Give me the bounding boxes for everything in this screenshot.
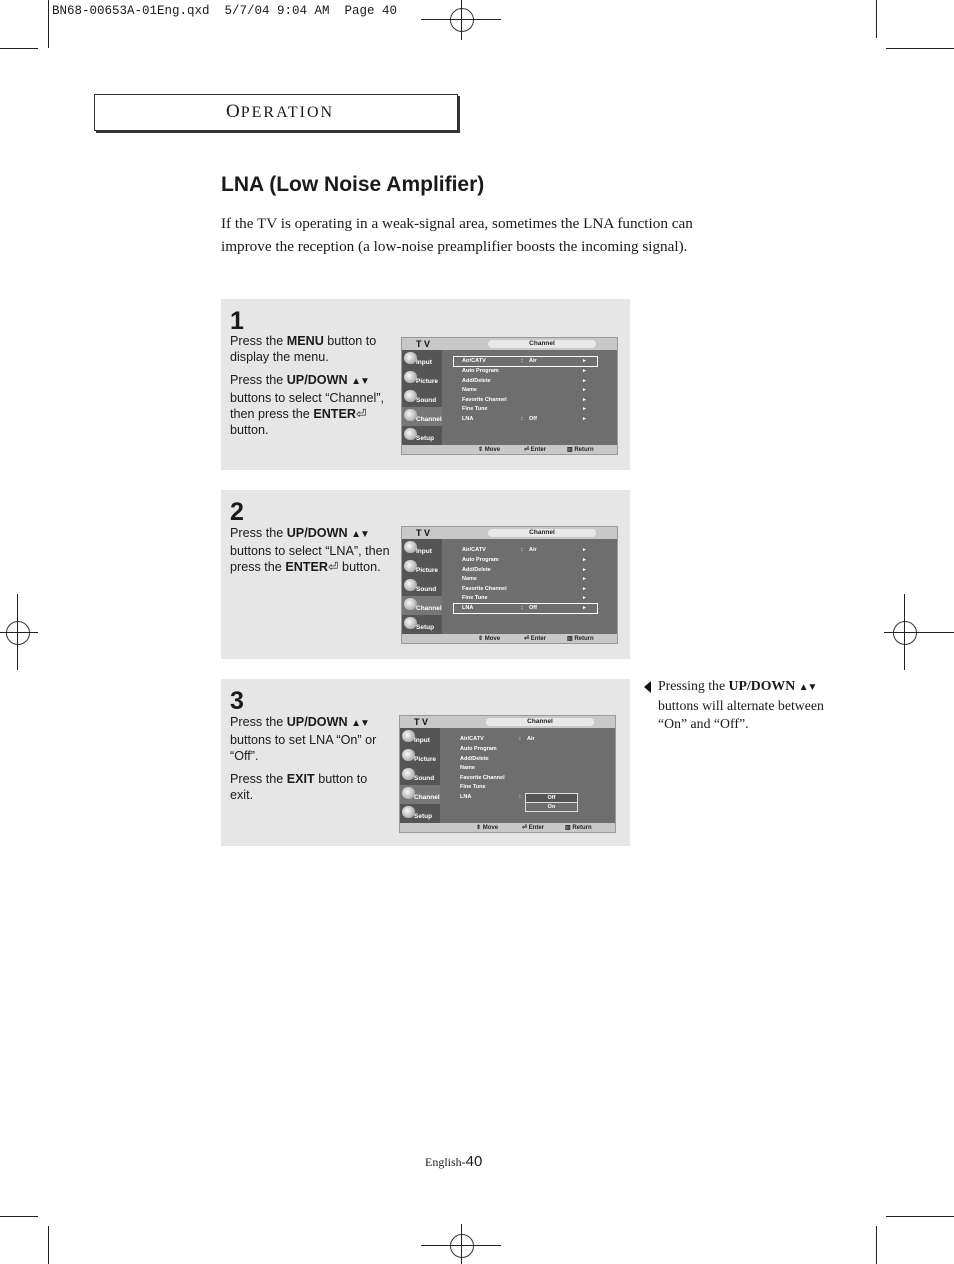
enter-icon: ⏎ [328,560,339,574]
step-number: 2 [230,498,244,526]
crop-mark [0,48,38,49]
menu-row-name: Name ► [462,576,587,582]
registration-mark [421,1245,501,1246]
registration-mark [461,0,462,40]
instruction: Press the MENU button to display the menu. [230,334,377,364]
channel-tab: Channel [488,340,596,348]
menu-hint-bar: ⇕ Move ⏎ Enter ▥ Return [402,634,617,643]
menu-hint-bar: ⇕ Move ⏎ Enter ▥ Return [402,445,617,454]
enter-icon: ⏎ [524,636,530,642]
menu-row-air-catv: Air/CATV : Air [460,736,535,742]
up-down-arrows-icon: ▲▼ [351,376,369,387]
lna-option-off: Off [525,793,578,803]
move-icon: ⇕ [478,447,484,453]
crop-mark [876,1226,877,1264]
instruction: Press the UP/DOWN ▲▼ buttons to select “LNA”, then press the ENTER⏎ button. [230,526,390,574]
up-down-arrows-icon: ▲▼ [351,718,369,729]
step-1-panel [221,299,630,470]
enter-icon: ⏎ [524,447,530,453]
step-number: 1 [230,307,244,335]
enter-icon: ⏎ [522,825,528,831]
menu-row-lna: LNA : Off ► [454,604,597,613]
menu-row-fine-tune: Fine Tune ► [462,595,587,601]
section-label [226,101,334,123]
step-3-panel [221,679,630,846]
crop-mark [48,0,49,48]
page-number: 40 [465,1153,483,1170]
menu-sidebar: Input Picture Sound Channel Setup [402,350,442,445]
crop-mark [886,48,954,49]
menu-row-air-catv: Air/CATV : Air ► [462,547,587,553]
menu-row-name: Name ► [462,387,587,393]
step-instructions [230,525,392,582]
menu-row-auto-program: Auto Program [460,746,497,752]
menu-row-name: Name [460,765,475,771]
move-icon: ⇕ [476,825,482,831]
menu-hint-bar: ⇕ Move ⏎ Enter ▥ Return [400,823,615,832]
tv-menu-screen [401,337,618,455]
note-pointer-icon [644,681,651,693]
registration-mark [0,632,38,633]
menu-row-add-delete: Add/Delete ► [462,378,587,384]
intro-paragraph: If the TV is operating in a weak-signal area, sometimes the LNA function can improve the reception (a low-noise preamplifier boosts the incoming signal). [221,215,693,255]
registration-mark [421,19,501,20]
menu-row-favorite-channel: Favorite Channel ► [462,586,587,592]
menu-sidebar: Input Picture Sound Channel Setup [400,728,440,823]
registration-mark [450,8,474,32]
move-icon: ⇕ [478,636,484,642]
lna-option-on: On [525,802,578,812]
menu-row-favorite-channel: Favorite Channel ► [462,397,587,403]
return-icon: ▥ [565,825,571,831]
registration-mark [6,621,30,645]
crop-mark [886,1216,954,1217]
instruction: Press the UP/DOWN ▲▼ buttons to select “Channel”, then press the ENTER⏎ button. [230,373,385,437]
footer-language: English- [425,1155,466,1169]
menu-row-add-delete: Add/Delete ► [462,567,587,573]
menu-row-auto-program: Auto Program ► [462,557,587,563]
menu-row-lna: LNA : [460,794,521,800]
instruction: Press the EXIT button to exit. [230,772,368,802]
tv-menu-screen: T V Channel Input Picture Sound Channel Setup Air/CATV : Air Auto Program Add/Delete Name Favorite Channel Fine Tune LNA : Off On ⇕ Move ⏎ Enter ▥ Return [399,715,616,833]
tv-label: T V [416,339,431,349]
registration-mark [450,1234,474,1258]
registration-mark [461,1224,462,1264]
menu-row-favorite-channel: Favorite Channel [460,775,505,781]
page-footer [425,1153,482,1170]
step-2-panel [221,490,630,659]
crop-mark [48,1226,49,1264]
menu-row-auto-program: Auto Program ► [462,368,587,374]
return-icon: ▥ [567,636,573,642]
tv-menu-screen: T V Channel Input Picture Sound Channel Setup Air/CATV : Air ► Auto Program ► Add/Delete ► Name ► Favorite Channel ► Fine Tune ► LNA : Off ► ⇕ Move ⏎ Enter ▥ Return [401,526,618,644]
registration-mark [893,621,917,645]
section-initial: O [226,101,241,122]
step-instructions [230,714,392,810]
menu-row-fine-tune: Fine Tune ► [462,406,587,412]
enter-icon: ⏎ [356,407,367,421]
crop-mark [0,1216,38,1217]
registration-mark [884,632,954,633]
instruction: Press the UP/DOWN ▲▼ buttons to set LNA “On” or “Off”. [230,715,377,763]
crop-mark [876,0,877,38]
menu-sidebar: Input Picture Sound Channel Setup [402,539,442,634]
file-header: BN68-00653A-01Eng.qxd 5/7/04 9:04 AM Page 40 [52,4,398,18]
step-number: 3 [230,687,244,715]
side-note: Pressing the UP/DOWN ▲▼ buttons will alternate between “On” and “Off”. [658,678,824,731]
menu-row-add-delete: Add/Delete [460,756,489,762]
menu-row-air-catv: Air/CATV : Air ► [454,357,597,366]
section-rest: PERATION [240,104,335,121]
menu-row-lna: LNA : Off ► [462,416,587,422]
up-down-arrows-icon: ▲▼ [798,682,817,693]
step-instructions [230,333,392,445]
return-icon: ▥ [567,447,573,453]
menu-row-fine-tune: Fine Tune [460,784,486,790]
page-title: LNA (Low Noise Amplifier) [221,173,485,196]
up-down-arrows-icon: ▲▼ [351,529,369,540]
